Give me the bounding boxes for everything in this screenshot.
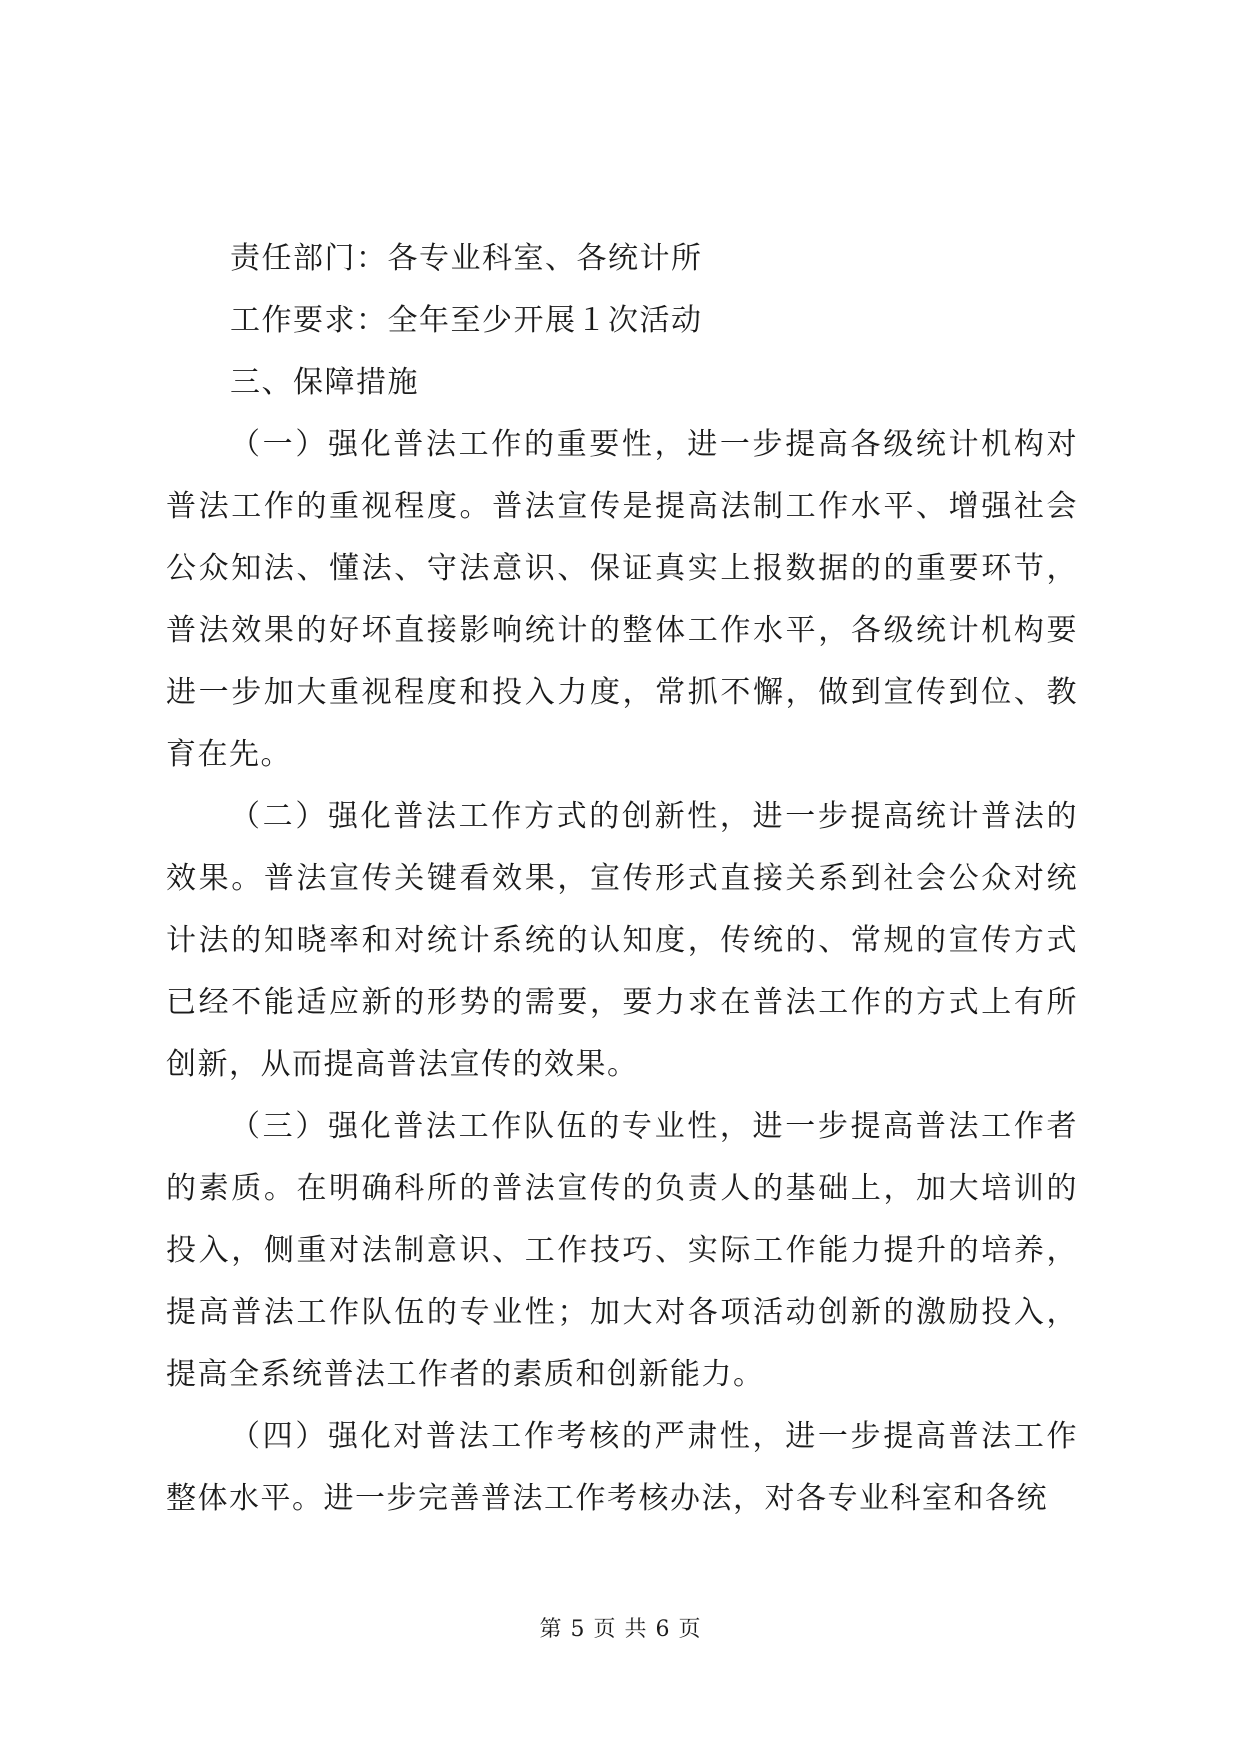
paragraph-responsible-dept: 责任部门：各专业科室、各统计所 [230,241,703,276]
page-number-footer: 第 5 页 共 6 页 [539,1617,702,1642]
paragraph-work-requirement: 工作要求：全年至少开展１次活动 [230,303,703,338]
section-heading-safeguards: 三、保障措施 [230,365,419,400]
paragraph-measure-3: （三）强化普法工作队伍的专业性，进一步提高普法工作者的素质。在明确科所的普法宣传的负责人的基础上，加大培训的投入，侧重对法制意识、工作技巧、实际工作能力提升的培养，提高普法工作队伍的专业性；加大对各项活动创新的激励投入，提高全系统普法工作者的素质和创新能力。 [166,1109,1078,1392]
paragraph-measure-4: （四）强化对普法工作考核的严肃性，进一步提高普法工作整体水平。进一步完善普法工作考核办法，对各专业科室和各统 [166,1419,1078,1516]
document-body [166,228,1078,1530]
paragraph-measure-1: （一）强化普法工作的重要性，进一步提高各级统计机构对普法工作的重视程度。普法宣传是提高法制工作水平、增强社会公众知法、懂法、守法意识、保证真实上报数据的的重要环节，普法效果的好坏直接影响统计的整体工作水平，各级统计机构要进一步加大重视程度和投入力度，常抓不懈，做到宣传到位、教育在先。 [166,427,1078,772]
paragraph-measure-2: （二）强化普法工作方式的创新性，进一步提高统计普法的效果。普法宣传关键看效果，宣传形式直接关系到社会公众对统计法的知晓率和对统计系统的认知度，传统的、常规的宣传方式已经不能适应新的形势的需要，要力求在普法工作的方式上有所创新，从而提高普法宣传的效果。 [166,799,1078,1082]
